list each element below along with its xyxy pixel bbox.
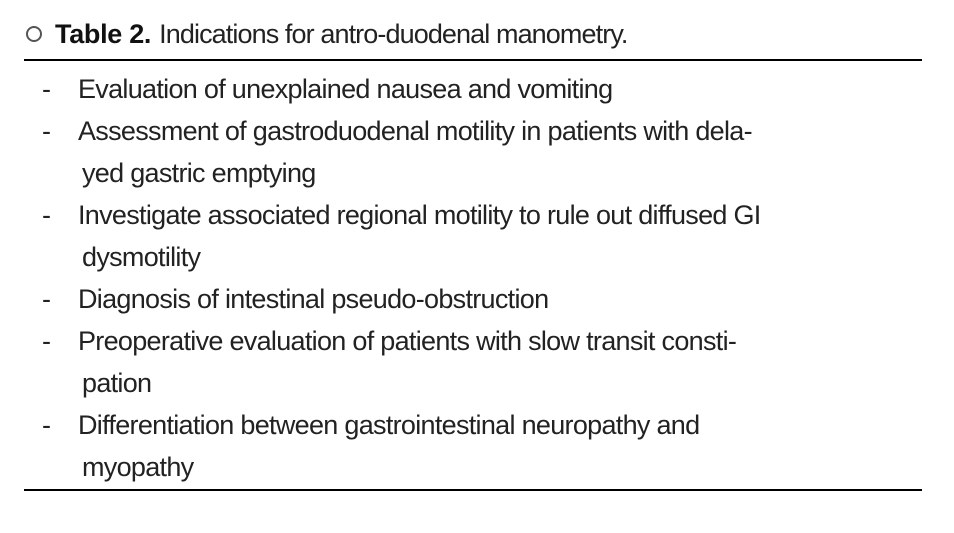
list-dash: - xyxy=(42,410,51,440)
table-title: Indications for antro-duodenal manometry. xyxy=(159,18,628,49)
list-item-text: Diagnosis of intestinal pseudo-obstruction xyxy=(78,284,549,314)
list-item xyxy=(0,278,954,320)
list-dash: - xyxy=(42,116,51,146)
top-rule xyxy=(24,59,922,61)
list-item-text-continued: pation xyxy=(82,368,152,398)
list-dash: - xyxy=(42,74,51,104)
list-item-text-continued: yed gastric emptying xyxy=(82,158,316,188)
list-item-text-continued: dysmotility xyxy=(82,242,201,272)
list-dash: - xyxy=(42,326,51,356)
list-dash: - xyxy=(42,284,51,314)
list-dash: - xyxy=(42,200,51,230)
list-item xyxy=(0,194,954,278)
bottom-rule xyxy=(24,489,922,491)
table-number-label: Table 2. xyxy=(55,18,152,49)
list-item-text: Investigate associated regional motility to rule out diffused GI xyxy=(78,200,761,230)
list-item-text: Evaluation of unexplained nausea and vomiting xyxy=(78,74,613,104)
list-item-text: Differentiation between gastrointestinal neuropathy and xyxy=(78,410,700,440)
list-item-text: Assessment of gastroduodenal motility in patients with dela- xyxy=(78,116,752,146)
list-item xyxy=(0,68,954,110)
indications-list xyxy=(0,68,954,488)
table-caption xyxy=(26,14,628,54)
list-item xyxy=(0,110,954,194)
list-item xyxy=(0,320,954,404)
list-item xyxy=(0,404,954,488)
circle-outline-icon xyxy=(26,26,42,42)
list-item-text-continued: myopathy xyxy=(82,452,194,482)
list-item-text: Preoperative evaluation of patients with slow transit consti- xyxy=(78,326,737,356)
